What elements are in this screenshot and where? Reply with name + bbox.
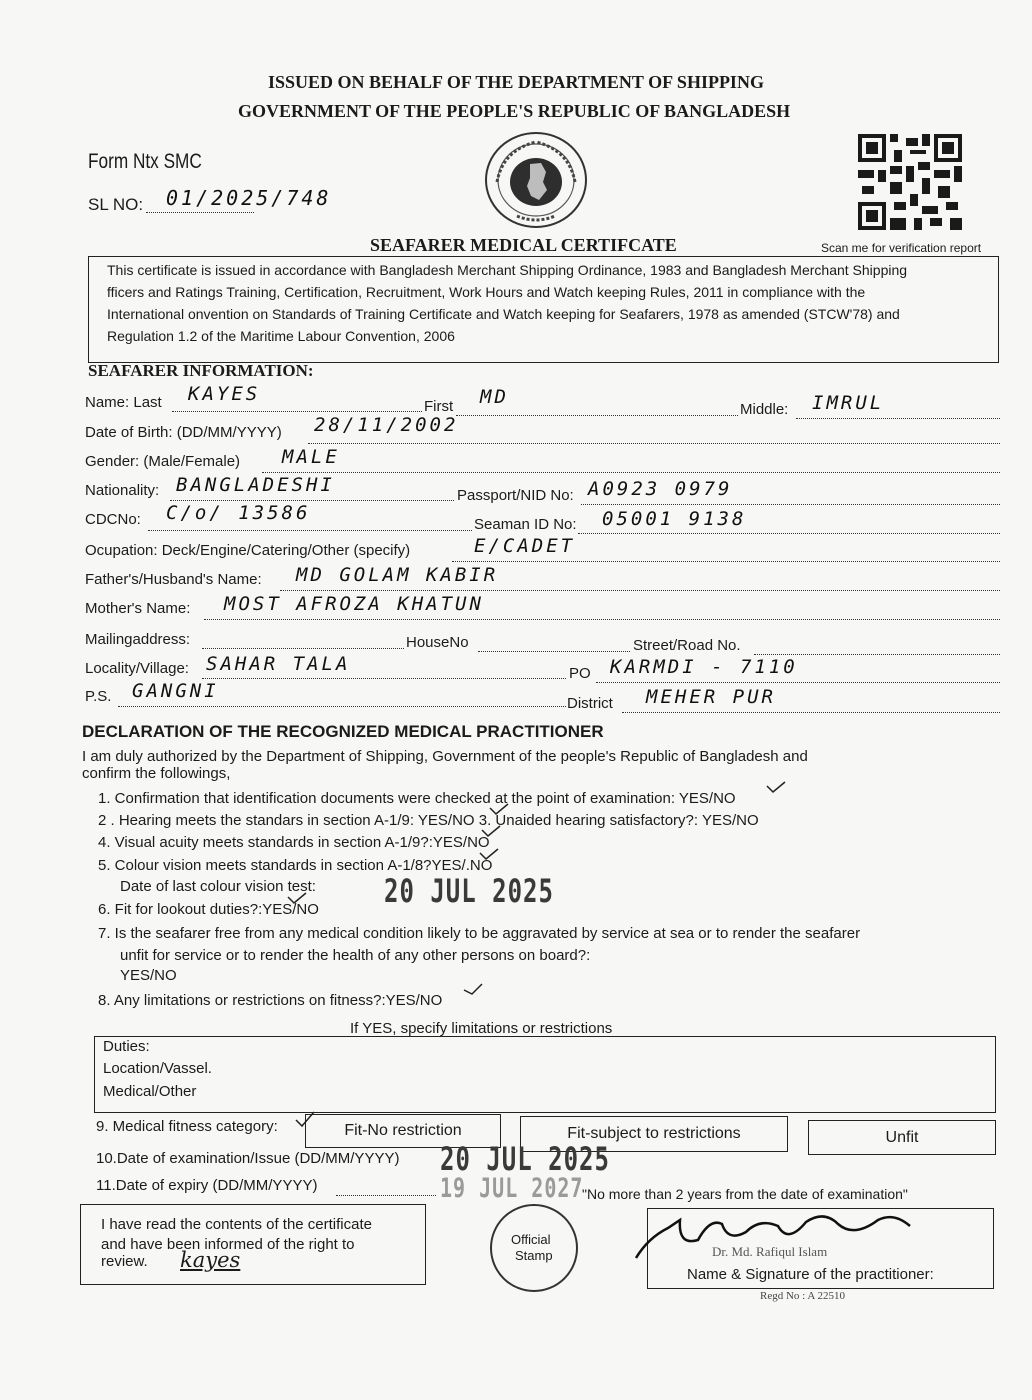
tick-mark-icon [478, 847, 500, 861]
declaration-heading: DECLARATION OF THE RECOGNIZED MEDICAL PRACTITIONER [82, 722, 604, 741]
nationality-value: BANGLADESHI [176, 474, 335, 496]
nationality-label: Nationality: [85, 482, 160, 499]
po-value: KARMDI - 7110 [610, 656, 798, 678]
ps-label: P.S. [85, 688, 112, 705]
gender-value: MALE [282, 446, 340, 468]
official-stamp-label-2: Stamp [515, 1248, 553, 1263]
intro-line-2: fficers and Ratings Training, Certification, Recruitment, Work Hours and Watch keeping Rules, 2011 in compliance with the [107, 284, 866, 300]
location-vessel-label: Location/Vassel. [103, 1060, 212, 1077]
declaration-item-8: 8. Any limitations or restrictions on fitness?:YES/NO [98, 992, 443, 1009]
verification-qr-code-icon[interactable] [858, 134, 962, 230]
qr-caption: Scan me for verification report [821, 241, 982, 255]
intro-line-1: This certificate is issued in accordance with Bangladesh Merchant Shipping Ordinance, 1983 and Bangladesh Merchant Shipping [107, 262, 908, 278]
name-last-value: KAYES [188, 383, 261, 405]
house-no-label: HouseNo [406, 634, 469, 651]
acknowledgement-line-2: and have been informed of the right to [101, 1236, 355, 1253]
po-label: PO [569, 665, 591, 682]
first-name-value: MD [480, 386, 509, 408]
regd-no-stamp: Regd No : A 22510 [760, 1290, 845, 1302]
tick-mark-icon [286, 891, 308, 905]
name-last-label: Name: Last [85, 394, 162, 411]
ps-value: GANGNI [132, 680, 219, 702]
acknowledgement-line-3: review. [101, 1253, 148, 1270]
tick-mark-icon [765, 780, 787, 794]
tick-mark-icon [480, 824, 502, 838]
sl-no-value: 01/2025/748 [166, 186, 332, 210]
tick-mark-icon [488, 802, 510, 816]
sl-no-label: SL NO: [88, 195, 144, 214]
category-unfit[interactable]: Unfit [808, 1120, 996, 1155]
mailing-address-label: Mailingaddress: [85, 631, 191, 648]
locality-label: Locality/Village: [85, 660, 189, 677]
category-fit-no-restriction[interactable]: Fit-No restriction [305, 1114, 501, 1148]
colour-vision-date-label: Date of last colour vision test: [120, 878, 316, 895]
certificate-title: SEAFARER MEDICAL CERTIFCATE [370, 235, 677, 255]
occupation-label: Ocupation: Deck/Engine/Catering/Other (specify) [85, 542, 411, 559]
locality-value: SAHAR TALA [206, 653, 351, 675]
cdc-label: CDCNo: [85, 511, 141, 528]
street-road-label: Street/Road No. [633, 637, 741, 654]
acknowledgement-line-1: I have read the contents of the certificate [101, 1216, 372, 1233]
colour-vision-date-stamp: 20 JUL 2025 [384, 872, 554, 910]
father-name-value: MD GOLAM KABIR [296, 564, 499, 586]
duties-label: Duties: [103, 1038, 150, 1055]
declaration-item-6: 6. Fit for lookout duties?:YES/NO [98, 901, 319, 918]
seaman-id-value: 05001 9138 [602, 508, 747, 530]
expiry-note: "No more than 2 years from the date of examination" [582, 1186, 908, 1202]
exam-date-label: 10.Date of examination/Issue (DD/MM/YYYY) [96, 1150, 400, 1167]
declaration-item-1: 1. Confirmation that identification documents were checked at the point of examination: YES/NO [98, 790, 736, 807]
cdc-value: C/o/ 13586 [166, 502, 311, 524]
form-code: Form Ntx SMC [88, 150, 202, 173]
declaration-intro-1: I am duly authorized by the Department of Shipping, Government of the people's Republic of Bangladesh and [82, 748, 808, 765]
category-fit-subject-to-restrictions[interactable]: Fit-subject to restrictions [520, 1116, 788, 1152]
passport-value: A0923 0979 [588, 478, 733, 500]
medical-other-label: Medical/Other [103, 1083, 197, 1100]
dob-value: 28/11/2002 [314, 414, 459, 436]
father-name-label: Father's/Husband's Name: [85, 571, 262, 588]
doctor-name-stamp: Dr. Md. Rafiqul Islam [712, 1244, 828, 1259]
passport-label: Passport/NID No: [457, 487, 574, 504]
header-line-1: ISSUED ON BEHALF OF THE DEPARTMENT OF SHIPPING [268, 72, 764, 92]
expiry-date-stamp: 19 JUL 2027 [440, 1171, 584, 1204]
seafarer-info-heading: SEAFARER INFORMATION: [88, 361, 314, 380]
declaration-item-4: 4. Visual acuity meets standards in section A-1/9?:YES/NO [98, 834, 490, 851]
expiry-date-label: 11.Date of expiry (DD/MM/YYYY) [96, 1177, 318, 1194]
dob-label: Date of Birth: (DD/MM/YYYY) [85, 424, 282, 441]
tick-mark-icon [462, 982, 484, 996]
mother-name-value: MOST AFROZA KHATUN [224, 593, 484, 615]
district-value: MEHER PUR [646, 686, 776, 708]
if-yes-label: If YES, specify limitations or restrictions [350, 1020, 613, 1037]
mother-name-label: Mother's Name: [85, 600, 191, 617]
declaration-item-7a: 7. Is the seafarer free from any medical condition likely to be aggravated by service at sea or to render the seafarer [98, 925, 861, 942]
practitioner-label: Name & Signature of the practitioner: [687, 1266, 934, 1283]
middle-name-value: IMRUL [812, 392, 885, 414]
declaration-item-2: 2 . Hearing meets the standars in section A-1/9: YES/NO 3. Unaided hearing satisfactory?: YES/NO [98, 812, 759, 829]
limitations-box [94, 1036, 996, 1113]
official-stamp-label-1: Official [511, 1232, 551, 1247]
government-seal-icon [483, 130, 589, 230]
declaration-intro-2: confirm the followings, [82, 765, 231, 782]
declaration-item-5: 5. Colour vision meets standards in section A-1/8?YES/.NO [98, 857, 493, 874]
middle-name-label: Middle: [740, 401, 789, 418]
gender-label: Gender: (Male/Female) [85, 453, 241, 470]
seaman-id-label: Seaman ID No: [474, 516, 577, 533]
occupation-value: E/CADET [474, 535, 576, 557]
intro-line-4: Regulation 1.2 of the Maritime Labour Convention, 2006 [107, 328, 455, 344]
seafarer-signature: kayes [180, 1248, 241, 1272]
intro-line-3: International onvention on Standards of Training Certificate and Watch keeping for Seafarers, 1978 as amended (STCW'78) and [107, 306, 900, 322]
declaration-item-7b: unfit for service or to render the health of any other persons on board?: [120, 947, 591, 964]
district-label: District [567, 695, 613, 712]
exam-date-stamp: 20 JUL 2025 [440, 1140, 610, 1178]
first-name-label: First [424, 398, 454, 415]
declaration-item-7c: YES/NO [120, 967, 177, 984]
header-line-2: GOVERNMENT OF THE PEOPLE'S REPUBLIC OF BANGLADESH [238, 101, 791, 121]
fitness-category-label: 9. Medical fitness category: [96, 1118, 278, 1135]
